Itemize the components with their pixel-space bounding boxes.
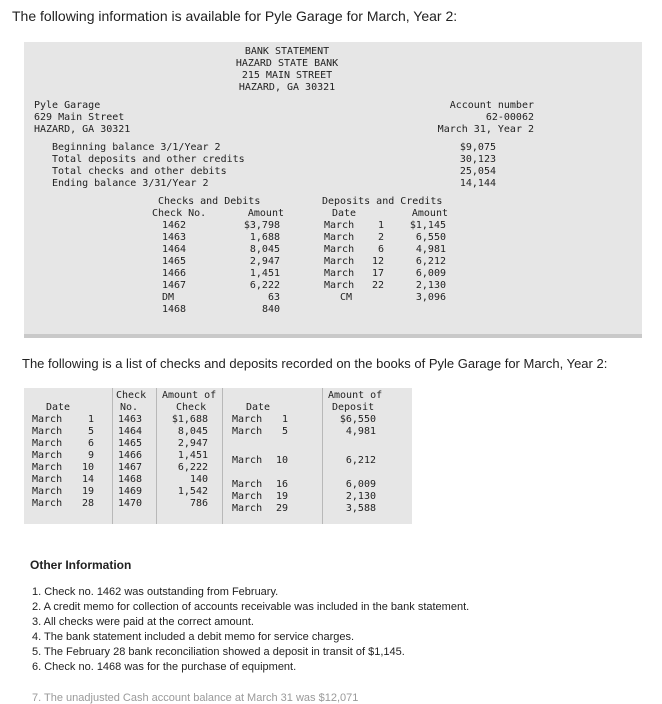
books-intro-text: The following is a list of checks and deposits recorded on the books of Pyle Garage for March, Year 2: [22,356,608,371]
book-deposit-amount: 3,588 [345,503,376,514]
deposit-amount: 6,212 [415,256,446,267]
deposits-credits-title: Deposits and Credits [322,196,443,207]
account-number-label: Account number [449,100,534,111]
note-item: 1. Check no. 1462 was outstanding from February. [32,586,279,598]
check-amount: 1,688 [249,232,280,243]
book-deposit-month: March [232,479,263,490]
deposits-col-date: Date [332,208,357,219]
book-check-day: 1 [87,414,94,425]
checks-col-no: Check No. [152,208,207,219]
summary-value: 14,144 [459,178,496,189]
deposit-month: March [324,244,355,255]
check-amount: $3,798 [243,220,280,231]
deposit-amount: 2,130 [415,280,446,291]
book-check-no: 1465 [118,438,143,449]
book-check-amount: $1,688 [171,414,208,425]
books-col-deposit-amount: Amount of [328,390,383,401]
summary-label: Total checks and other debits [52,166,227,177]
bank-address-line: HAZARD, GA 30321 [238,82,336,93]
column-divider [222,388,223,524]
books-col-deposit-amount: Deposit [332,402,375,413]
bank-name-line: HAZARD STATE BANK [235,58,339,69]
intro-text: The following information is available for Pyle Garage for March, Year 2: [12,8,458,24]
book-deposit-month: March [232,503,263,514]
summary-value: $9,075 [459,142,496,153]
book-check-month: March [32,486,63,497]
check-no: 1462 [162,220,187,231]
other-information-heading: Other Information [30,558,132,572]
book-check-amount: 6,222 [177,462,208,473]
book-deposit-month: March [232,455,263,466]
book-deposit-amount: $6,550 [339,414,376,425]
check-no: 1467 [162,280,187,291]
deposit-day: 22 [371,280,384,291]
book-deposit-month: March [232,426,263,437]
column-divider [322,388,323,524]
book-deposit-month: March [232,414,263,425]
book-check-amount: 8,045 [177,426,208,437]
checks-col-amount: Amount [247,208,284,219]
book-check-day: 14 [81,474,94,485]
book-deposit-day: 19 [275,491,288,502]
account-number: 62-00062 [485,112,534,123]
bank-address-line: 215 MAIN STREET [241,70,333,81]
book-check-month: March [32,426,63,437]
check-no: 1466 [162,268,187,279]
check-amount: 6,222 [249,280,280,291]
book-deposit-amount: 6,212 [345,455,376,466]
check-no: 1468 [162,304,187,315]
book-check-month: March [32,414,63,425]
book-check-month: March [32,474,63,485]
book-check-amount: 2,947 [177,438,208,449]
book-deposit-month: March [232,491,263,502]
book-check-day: 5 [87,426,94,437]
deposit-month: March [324,280,355,291]
deposit-month: March [324,232,355,243]
book-deposit-day: 16 [275,479,288,490]
column-divider [112,388,113,524]
check-no: 1464 [162,244,187,255]
book-check-no: 1467 [118,462,143,473]
statement-divider [24,334,642,338]
book-check-no: 1468 [118,474,143,485]
book-check-month: March [32,462,63,473]
book-deposit-amount: 4,981 [345,426,376,437]
check-amount: 1,451 [249,268,280,279]
book-deposit-day: 5 [281,426,288,437]
customer-city: HAZARD, GA 30321 [34,124,131,135]
bank-name-line: BANK STATEMENT [244,46,330,57]
deposit-day: 1 [377,220,384,231]
books-col-check-amount: Amount of [162,390,217,401]
note-item: 5. The February 28 bank reconciliation showed a deposit in transit of $1,145. [32,646,405,658]
book-check-no: 1470 [118,498,143,509]
book-deposit-amount: 6,009 [345,479,376,490]
deposit-day: 6 [377,244,384,255]
deposit-day: 2 [377,232,384,243]
book-check-no: 1466 [118,450,143,461]
deposit-amount: $1,145 [409,220,446,231]
check-no: 1465 [162,256,187,267]
books-col-check-no: Check [116,390,147,401]
check-amount: 840 [261,304,280,315]
deposit-month: March [324,268,355,279]
book-check-amount: 786 [189,498,208,509]
book-check-month: March [32,450,63,461]
deposit-day: 12 [371,256,384,267]
deposit-amount: 6,550 [415,232,446,243]
book-check-month: March [32,498,63,509]
book-check-day: 6 [87,438,94,449]
book-check-day: 19 [81,486,94,497]
customer-street: 629 Main Street [34,112,125,123]
deposits-col-amount: Amount [411,208,448,219]
deposit-month: CM [340,292,353,303]
summary-label: Total deposits and other credits [52,154,245,165]
deposit-month: March [324,256,355,267]
deposit-amount: 4,981 [415,244,446,255]
deposit-amount: 3,096 [415,292,446,303]
note-item: 3. All checks were paid at the correct amount. [32,616,254,628]
book-check-day: 28 [81,498,94,509]
summary-label: Ending balance 3/31/Year 2 [52,178,209,189]
check-no: 1463 [162,232,187,243]
deposit-month: March [324,220,355,231]
books-col-check-no: No. [120,402,139,413]
books-col-check-amount: Check [176,402,207,413]
note-item: 4. The bank statement included a debit memo for service charges. [32,631,355,643]
book-check-amount: 140 [189,474,208,485]
statement-date: March 31, Year 2 [437,124,534,135]
summary-value: 25,054 [459,166,496,177]
book-check-amount: 1,451 [177,450,208,461]
book-check-no: 1464 [118,426,143,437]
book-deposit-amount: 2,130 [345,491,376,502]
book-deposit-day: 10 [275,455,288,466]
note-item: 6. Check no. 1468 was for the purchase of equipment. [32,661,297,673]
checks-debits-title: Checks and Debits [158,196,261,207]
book-check-month: March [32,438,63,449]
check-no: DM [162,292,175,303]
check-amount: 63 [267,292,280,303]
book-check-day: 10 [81,462,94,473]
column-divider [156,388,157,524]
deposit-day: 17 [371,268,384,279]
note-item: 2. A credit memo for collection of accounts receivable was included in the bank statement. [32,601,470,613]
book-deposit-day: 1 [281,414,288,425]
check-amount: 2,947 [249,256,280,267]
book-check-no: 1469 [118,486,143,497]
summary-label: Beginning balance 3/1/Year 2 [52,142,221,153]
book-check-amount: 1,542 [177,486,208,497]
book-check-no: 1463 [118,414,143,425]
deposit-amount: 6,009 [415,268,446,279]
customer-name: Pyle Garage [34,100,101,111]
books-col-deposit-date: Date [246,402,271,413]
note-item-cut: 7. The unadjusted Cash account balance at March 31 was $12,071 [32,692,359,704]
check-amount: 8,045 [249,244,280,255]
book-check-day: 9 [87,450,94,461]
book-deposit-day: 29 [275,503,288,514]
books-col-date: Date [46,402,71,413]
summary-value: 30,123 [459,154,496,165]
